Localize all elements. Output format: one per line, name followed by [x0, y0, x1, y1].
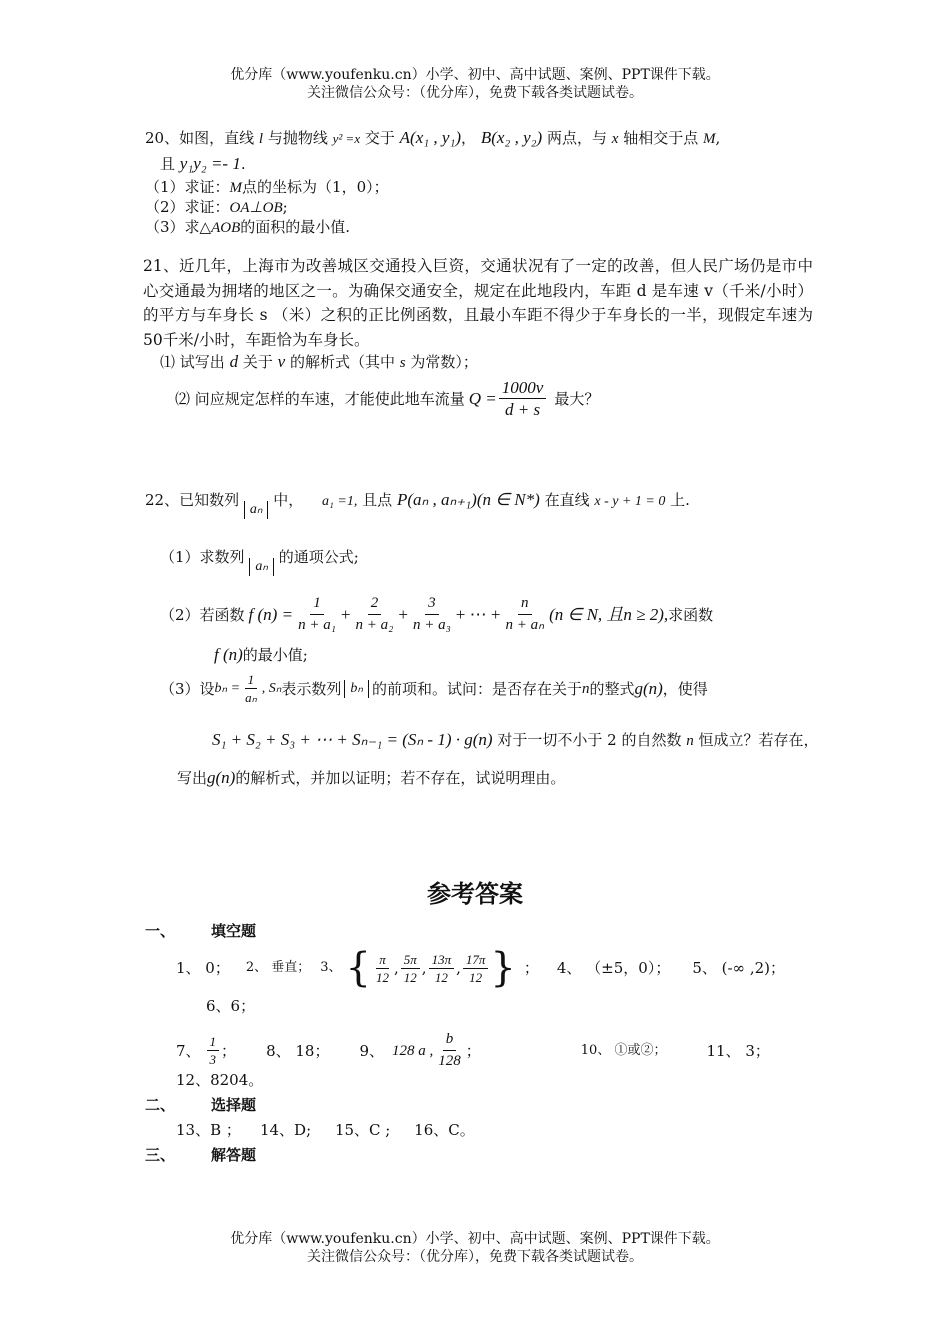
text: 的通项公式; — [278, 548, 359, 566]
text: 的前项和。试问：是否存在关于 — [371, 679, 582, 698]
math-expr: (n ∈ N, 且n ≥ 2), — [549, 604, 669, 624]
math-var: x — [611, 131, 619, 147]
q20-part-3 — [145, 217, 350, 238]
section-number: 一、 — [145, 922, 176, 940]
math-expr: P(aₙ , aₙ₊₁)(n ∈ N*) — [396, 490, 540, 509]
answer-12: 12、8204。 — [176, 1071, 264, 1089]
text: ⑴ 试写出 — [160, 353, 225, 371]
math-var: n — [686, 733, 694, 749]
flow-fraction — [499, 378, 547, 419]
section-label: 选择题 — [211, 1096, 257, 1114]
text: 与抛物线 — [267, 129, 328, 147]
separator: ； — [523, 959, 539, 977]
q21-paragraph: 21、近几年，上海市为改善城区交通投入巨资，交通状况有了一定的改善，但人民广场仍是市中心交通最为拥堵的地区之一。为确保交通安全，规定在此地段内，车距 d 是车速 v（千米/小时）的平方与车身长 s （米）之积的正比例函数，且最小车距不得少于车身长的一半，现假定车速为50千米/小时，车距恰为车身长。 — [143, 257, 813, 349]
set-element-1: $\frac{\pi}{12}$ — [376, 951, 389, 985]
answer-11: 11、 3； — [706, 1041, 770, 1060]
q22-part-3-cont — [177, 768, 565, 788]
math-expr: OA⊥OB — [229, 200, 283, 216]
text: 的解析式，并加以证明；若不存在，试说明理由。 — [235, 769, 566, 787]
fraction-numerator: 1000v — [499, 378, 547, 399]
math-expr: g(n) — [207, 768, 236, 787]
answer-9-label: 9、 — [359, 1041, 385, 1060]
text: 轴相交于点 — [623, 129, 699, 147]
fraction-denominator: d + s — [505, 400, 541, 419]
math-expr: y₁y₂ =- 1 — [179, 154, 241, 173]
q22-part-3 — [160, 672, 708, 705]
answers-row-3 — [176, 1030, 770, 1071]
text: 交于 — [364, 129, 395, 147]
math-expr: S₁ + S₂ + S₃ + ⋯ + Sₙ₋₁ = (Sₙ - 1) · g(n) — [212, 730, 493, 749]
q20-part-2 — [145, 197, 288, 218]
section-fill-blank — [145, 920, 256, 941]
math-var: M — [229, 180, 243, 196]
text: 恒成立？若存在， — [698, 731, 819, 749]
sequence-notation: aₙ — [244, 501, 269, 519]
q22-intro — [145, 490, 690, 519]
bn-fraction: $\frac{1}{\text{aₙ}}$ — [245, 672, 257, 705]
text: 写出 — [177, 769, 208, 787]
math-var: d — [229, 352, 239, 371]
q21-part-1 — [160, 352, 478, 373]
q22-part-2: （2）若函数 f (n) = $\frac{1}{\text{n + a₁}}$ + $\frac{2}{\text{n + a₂}}$ + $\frac{3}{\text{n + a₃}}$ + ⋯ + $\frac{n}{\text{n + aₙ}}$ (n ∈ N, 且n ≥ 2), 求函数 — [160, 595, 714, 633]
text: ⑵ 问应规定怎样的车速，才能使此地车流量 — [175, 389, 465, 408]
math-var: l — [258, 131, 264, 147]
math-expr: , Sₙ — [261, 680, 282, 696]
q20-condition — [160, 154, 246, 174]
separator: ； — [221, 1041, 237, 1060]
section-label: 解答题 — [211, 1146, 257, 1164]
math-expr: a₁ =1, — [322, 494, 358, 509]
separator: ； — [465, 1041, 481, 1060]
answers-row-1: 1、 0； 2、 垂直； 3、 { $\frac{\pi}{12}$ , $\frac{5\pi}{12}$ , $\frac{13\pi}{12}$ , $\frac{17\pi}{12}$ } ； 4、 （±5，0）； 5、 (-∞ ,2)； — [176, 945, 785, 991]
set-element-3: $\frac{13\pi}{12}$ — [429, 952, 455, 985]
text: 求函数 — [668, 605, 714, 624]
answer-8: 8、 18； — [266, 1041, 330, 1060]
text: 的面积的最小值. — [240, 218, 351, 236]
text: 中， — [273, 491, 304, 509]
math-expr: AOB — [211, 220, 241, 236]
math-var: s — [399, 355, 406, 371]
page-footer — [0, 1230, 950, 1266]
text: ; — [282, 198, 288, 216]
sequence-notation: bₙ — [344, 680, 369, 698]
answers-choice-row: 13、B ； 14、D; 15、C ; 16、C。 — [176, 1121, 475, 1139]
text: 对于一切不小于 2 的自然数 — [497, 731, 682, 749]
q22-part-2-cont — [214, 645, 308, 665]
text: 表示数列 — [281, 679, 342, 698]
text: （1）求数列 — [160, 548, 245, 566]
text: 两点，与 — [547, 129, 608, 147]
math-var: M — [703, 131, 716, 147]
answer-4: 4、 （±5，0）； — [556, 959, 671, 977]
section-number: 三、 — [145, 1146, 176, 1164]
math-expr: g(n) — [634, 678, 663, 698]
term-fraction-3: $\frac{3}{\text{n + a₃}}$ — [412, 595, 451, 633]
math-expr: Q = — [468, 388, 497, 408]
text: 点的坐标为（1，0）； — [242, 178, 389, 196]
text: （1）求证： — [145, 178, 230, 196]
text: 为常数）； — [410, 353, 478, 371]
q20-intro — [145, 128, 720, 149]
text: 且点 — [362, 491, 393, 509]
text: 且 — [160, 155, 176, 173]
text: 的解析式（其中 — [289, 353, 395, 371]
term-fraction-n: $\frac{n}{\text{n + aₙ}}$ — [505, 595, 545, 633]
text: . — [240, 155, 246, 173]
header-line-2: 关注微信公众号：（优分库），免费下载各类试题试卷。 — [307, 85, 643, 101]
text: ，使得 — [662, 679, 708, 698]
page-header — [0, 66, 950, 102]
answer-2: 2、 垂直； — [245, 960, 311, 975]
answer-6: 6、6； — [206, 997, 256, 1015]
text: 的最小值; — [242, 646, 308, 664]
math-expr: + ⋯ + — [455, 604, 501, 624]
q22-part-1 — [160, 547, 359, 576]
math-expr: x - y + 1 = 0 — [594, 494, 666, 509]
answer-7-label: 7、 — [176, 1041, 201, 1060]
set-element-4: $\frac{17\pi}{12}$ — [463, 952, 489, 985]
math-expr: A(x₁ , y₁) — [399, 128, 462, 147]
math-expr: f (n) = — [248, 604, 294, 624]
q21-part-2 — [175, 378, 599, 419]
math-var: n — [581, 680, 590, 697]
answer-1: 1、 0； — [176, 959, 230, 977]
section-solutions — [145, 1144, 256, 1165]
section-label: 填空题 — [211, 922, 257, 940]
math-expr: y² =x — [332, 131, 361, 146]
math-var: v — [277, 352, 286, 371]
header-line-1: 优分库（www.youfenku.cn）小学、初中、高中试题、案例、PPT课件下载。 — [230, 67, 720, 83]
sequence-notation: aₙ — [249, 558, 274, 576]
answer-7-fraction: $\frac{1}{3}$ — [207, 1034, 220, 1067]
answers-title: 参考答案 — [427, 880, 523, 908]
term-fraction-1: $\frac{1}{\text{n + a₁}}$ — [298, 595, 336, 633]
set-element-2: $\frac{5\pi}{12}$ — [401, 952, 420, 985]
answer-10: 10、 ①或②； — [580, 1042, 667, 1058]
text: ， — [461, 129, 477, 147]
text: 20、如图，直线 — [145, 129, 255, 147]
text: 关于 — [242, 353, 273, 371]
text: （2）求证： — [145, 198, 230, 216]
answer-9-fraction: $\frac{b}{128}$ — [438, 1031, 461, 1069]
section-number: 二、 — [145, 1096, 176, 1114]
footer-line-2: 关注微信公众号：（优分库），免费下载各类试题试卷。 — [307, 1249, 643, 1265]
section-multiple-choice — [145, 1094, 256, 1115]
text: （3）设 — [160, 679, 215, 698]
text: 在直线 — [544, 491, 590, 509]
answer-3-label: 3、 — [320, 960, 342, 975]
text: （2）若函数 — [160, 605, 245, 624]
text: 上. — [670, 491, 690, 509]
answer-9-expr: 128 a , — [392, 1042, 434, 1059]
text: （3）求△ — [145, 218, 212, 236]
text: 的整式 — [589, 679, 635, 698]
text: , — [715, 129, 721, 147]
term-fraction-2: $\frac{2}{\text{n + a₂}}$ — [355, 595, 394, 633]
answer-5: 5、 (-∞ ,2)； — [692, 959, 785, 977]
text: 最大？ — [554, 389, 600, 408]
footer-line-1: 优分库（www.youfenku.cn）小学、初中、高中试题、案例、PPT课件下载。 — [230, 1231, 720, 1247]
q22-part-3-equation — [212, 730, 819, 751]
math-expr: B(x₂ , y₂) — [480, 128, 543, 147]
math-expr: f (n) — [214, 645, 243, 664]
math-expr: bₙ = — [214, 680, 241, 696]
q20-part-1 — [145, 177, 389, 198]
text: 22、已知数列 — [145, 491, 240, 509]
